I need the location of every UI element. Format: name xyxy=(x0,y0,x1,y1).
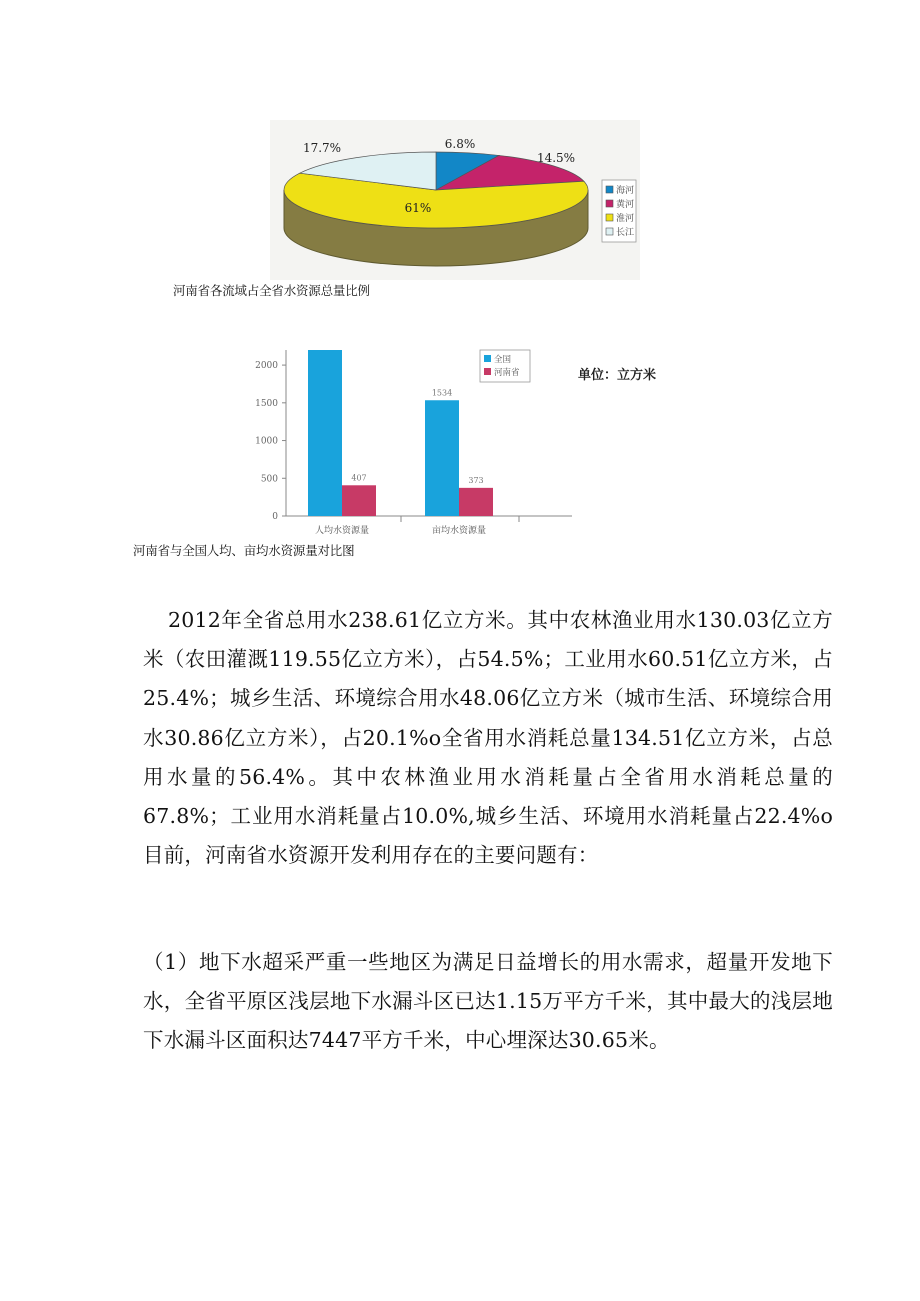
bar-y-tick-label: 500 xyxy=(260,474,278,485)
bar-河南省-亩均水资源量 xyxy=(459,488,493,516)
bar-data-label: 407 xyxy=(351,473,367,483)
body-paragraph-2: （1）地下水超采严重一些地区为满足日益增长的用水需求，超量开发地下水，全省平原区浅层地下水漏斗区已达1.15万平方千米，其中最大的浅层地下水漏斗区面积达7447平方千米，中心埋深达30.65米。 xyxy=(143,950,833,1053)
bar-plot-background xyxy=(250,344,580,540)
bar-data-label: 373 xyxy=(468,475,484,485)
pie-chart-figure xyxy=(270,120,640,280)
bar-data-label: 1534 xyxy=(431,388,453,398)
bar-y-tick-label: 0 xyxy=(272,512,278,522)
bar-legend-label: 河南省 xyxy=(494,368,520,378)
bar-y-tick-label: 1000 xyxy=(255,436,278,447)
pie-legend-label: 淮河 xyxy=(616,214,635,224)
bar-legend-label: 全国 xyxy=(494,355,512,365)
unit-label: 单位：立方米 xyxy=(578,368,657,383)
bar-全国-亩均水资源量 xyxy=(425,400,459,516)
pie-slice-label: 6.8% xyxy=(444,137,476,151)
bar-chart xyxy=(250,344,580,540)
pie-legend xyxy=(602,180,636,242)
pie-legend-label: 黄河 xyxy=(616,200,635,210)
pie-slice-label: 17.7% xyxy=(302,141,342,155)
bar-y-tick-label: 1500 xyxy=(255,398,278,409)
bar-全国-人均水资源量 xyxy=(308,350,342,516)
pie-legend-swatch xyxy=(606,214,613,221)
bar-河南省-人均水资源量 xyxy=(342,485,376,516)
bar-legend-swatch xyxy=(484,368,491,375)
pie-legend-label: 长江 xyxy=(616,228,635,238)
bar-chart-figure xyxy=(250,344,580,540)
pie-chart xyxy=(270,120,640,280)
pie-legend-label: 海河 xyxy=(616,186,635,196)
bar-chart-caption: 河南省与全国人均、亩均水资源量对比图 xyxy=(133,543,355,558)
pie-legend-swatch xyxy=(606,200,613,207)
pie-slice-label: 61% xyxy=(404,201,432,215)
pie-legend-swatch xyxy=(606,186,613,193)
bar-category-label: 人均水资源量 xyxy=(314,526,370,536)
bar-category-label: 亩均水资源量 xyxy=(431,526,487,536)
bar-y-tick-label: 2000 xyxy=(255,361,278,372)
body-paragraph-1: 2012年全省总用水238.61亿立方米。其中农林渔业用水130.03亿立方米（农田灌溉119.55亿立方米），占54.5%；工业用水60.51亿立方米，占25.4%；城乡生活、环境综合用水48.06亿立方米（城市生活、环境综合用水30.86亿立方米），占20.1%o全省用水消耗总量134.51亿立方米，占总用水量的56.4%。其中农林渔业用水消耗量占全省用水消耗总量的67.8%；工业用水消耗量占10.0%,城乡生活、环境用水消耗量占22.4%o目前，河南省水资源开发利用存在的主要问题有： xyxy=(143,608,833,868)
bar-legend-swatch xyxy=(484,355,491,362)
pie-chart-caption: 河南省各流域占全省水资源总量比例 xyxy=(173,283,370,298)
pie-slice-label: 14.5% xyxy=(536,151,576,165)
pie-legend-swatch xyxy=(606,228,613,235)
